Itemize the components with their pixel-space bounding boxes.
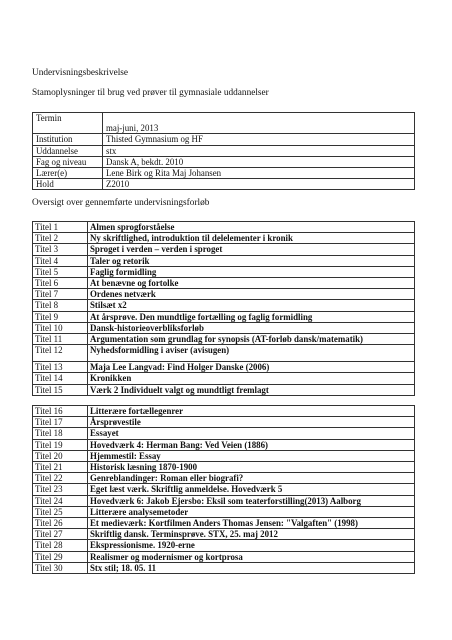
title-text: Faglig formidling xyxy=(88,266,415,277)
info-row-termin xyxy=(33,113,415,134)
table-row xyxy=(33,334,415,345)
info-label: Lærer(e) xyxy=(33,168,103,179)
info-label: Fag og niveau xyxy=(33,156,103,167)
info-value: Z2010 xyxy=(103,179,415,190)
table-row xyxy=(33,506,415,517)
title-text: Værk 2 Individuelt valgt og mundtligt fremlagt xyxy=(88,384,415,395)
title-number: Titel 28 xyxy=(33,540,88,551)
title-text: Årsprøvestile xyxy=(88,417,415,428)
info-value: stx xyxy=(103,145,415,156)
info-row xyxy=(33,134,415,145)
info-label: Hold xyxy=(33,179,103,190)
table-row xyxy=(33,439,415,450)
title-number: Titel 27 xyxy=(33,529,88,540)
title-number: Titel 2 xyxy=(33,233,88,244)
table-row xyxy=(33,289,415,300)
title-number: Titel 9 xyxy=(33,311,88,322)
title-number: Titel 26 xyxy=(33,518,88,529)
title-number: Titel 1 xyxy=(33,222,88,233)
title-number: Titel 21 xyxy=(33,462,88,473)
table-row xyxy=(33,373,415,384)
title-text: Genreblandinger: Roman eller biografi? xyxy=(88,473,415,484)
title-text: Ekspressionisme. 1920-erne xyxy=(88,540,415,551)
title-number: Titel 20 xyxy=(33,450,88,461)
title-text: Kronikken xyxy=(88,373,415,384)
title-text: Litterære analysemetoder xyxy=(88,506,415,517)
title-text: Litterære fortællegenrer xyxy=(88,406,415,417)
document-subtitle: Stamoplysninger til brug ved prøver til gymnasiale uddannelser xyxy=(32,88,269,98)
title-number: Titel 7 xyxy=(33,289,88,300)
title-number: Titel 29 xyxy=(33,551,88,562)
overview-heading: Oversigt over gennemførte undervisningsforløb xyxy=(32,198,210,208)
table-row xyxy=(33,473,415,484)
table-row xyxy=(33,495,415,506)
table-row xyxy=(33,406,415,417)
info-table xyxy=(32,112,415,190)
table-row xyxy=(33,266,415,277)
title-number: Titel 8 xyxy=(33,300,88,311)
title-number: Titel 3 xyxy=(33,244,88,255)
title-number: Titel 5 xyxy=(33,266,88,277)
title-number: Titel 16 xyxy=(33,406,88,417)
table-row xyxy=(33,462,415,473)
table-row xyxy=(33,255,415,266)
title-text: Essayet xyxy=(88,428,415,439)
title-text: Historisk læsning 1870-1900 xyxy=(88,462,415,473)
info-row xyxy=(33,156,415,167)
table-row xyxy=(33,484,415,495)
table-row xyxy=(33,551,415,562)
title-number: Titel 17 xyxy=(33,417,88,428)
title-number: Titel 25 xyxy=(33,506,88,517)
table-row xyxy=(33,450,415,461)
overview-table-1 xyxy=(32,221,415,396)
title-number: Titel 12 xyxy=(33,345,88,362)
info-value: maj-juni, 2013 xyxy=(103,113,415,134)
title-text: Almen sprogforståelse xyxy=(88,222,415,233)
table-row xyxy=(33,345,415,362)
table-row xyxy=(33,428,415,439)
title-text: Hovedværk 4: Herman Bang: Ved Veien (1886) xyxy=(88,439,415,450)
table-row xyxy=(33,222,415,233)
info-row xyxy=(33,145,415,156)
title-text: Realismer og modernismer og kortprosa xyxy=(88,551,415,562)
info-label: Termin xyxy=(33,113,103,134)
title-number: Titel 14 xyxy=(33,373,88,384)
info-row xyxy=(33,179,415,190)
table-row xyxy=(33,362,415,373)
table-row xyxy=(33,518,415,529)
table-row xyxy=(33,311,415,322)
table-row xyxy=(33,278,415,289)
title-text: Hjemmestil: Essay xyxy=(88,450,415,461)
title-text: Ordenes netværk xyxy=(88,289,415,300)
title-text: Hovedværk 6: Jakob Ejersbo: Eksil som teaterforstilling(2013) Aalborg xyxy=(88,495,415,506)
title-number: Titel 13 xyxy=(33,362,88,373)
title-text: Stilsæt x2 xyxy=(88,300,415,311)
title-text: Et medieværk: Kortfilmen Anders Thomas Jensen: "Valgaften" (1998) xyxy=(88,518,415,529)
title-text: Dansk-historieoverbliksforløb xyxy=(88,322,415,333)
title-number: Titel 4 xyxy=(33,255,88,266)
title-number: Titel 11 xyxy=(33,334,88,345)
title-number: Titel 19 xyxy=(33,439,88,450)
title-text: At benævne og fortolke xyxy=(88,278,415,289)
table-row xyxy=(33,300,415,311)
table-row xyxy=(33,322,415,333)
title-text: Ny skriftlighed, introduktion til delelementer i kronik xyxy=(88,233,415,244)
info-label: Institution xyxy=(33,134,103,145)
table-row xyxy=(33,244,415,255)
info-label: Uddannelse xyxy=(33,145,103,156)
title-text: At årsprøve. Den mundtlige fortælling og faglig formidling xyxy=(88,311,415,322)
title-text: Maja Lee Langvad: Find Holger Danske (2006) xyxy=(88,362,415,373)
title-number: Titel 6 xyxy=(33,278,88,289)
document-title: Undervisningsbeskrivelse xyxy=(32,68,129,78)
overview-table-2 xyxy=(32,405,415,574)
title-number: Titel 23 xyxy=(33,484,88,495)
title-text: Stx stil; 18. 05. 11 xyxy=(88,562,415,573)
info-value: Dansk A, bekdt. 2010 xyxy=(103,156,415,167)
title-text: Nyhedsformidling i aviser (avisugen) xyxy=(88,345,415,362)
table-row xyxy=(33,233,415,244)
table-row xyxy=(33,562,415,573)
title-text: Eget læst værk. Skriftlig anmeldelse. Hovedværk 5 xyxy=(88,484,415,495)
info-row xyxy=(33,168,415,179)
table-row xyxy=(33,540,415,551)
title-text: Taler og retorik xyxy=(88,255,415,266)
title-number: Titel 22 xyxy=(33,473,88,484)
table-row xyxy=(33,417,415,428)
title-text: Argumentation som grundlag for synopsis (AT-forløb dansk/matematik) xyxy=(88,334,415,345)
title-text: Sproget i verden – verden i sproget xyxy=(88,244,415,255)
info-value: Thisted Gymnasium og HF xyxy=(103,134,415,145)
title-number: Titel 15 xyxy=(33,384,88,395)
title-number: Titel 24 xyxy=(33,495,88,506)
table-row xyxy=(33,384,415,395)
title-number: Titel 30 xyxy=(33,562,88,573)
table-row xyxy=(33,529,415,540)
info-value: Lene Birk og Rita Maj Johansen xyxy=(103,168,415,179)
title-number: Titel 18 xyxy=(33,428,88,439)
title-number: Titel 10 xyxy=(33,322,88,333)
title-text: Skriftlig dansk. Terminsprøve. STX, 25. maj 2012 xyxy=(88,529,415,540)
